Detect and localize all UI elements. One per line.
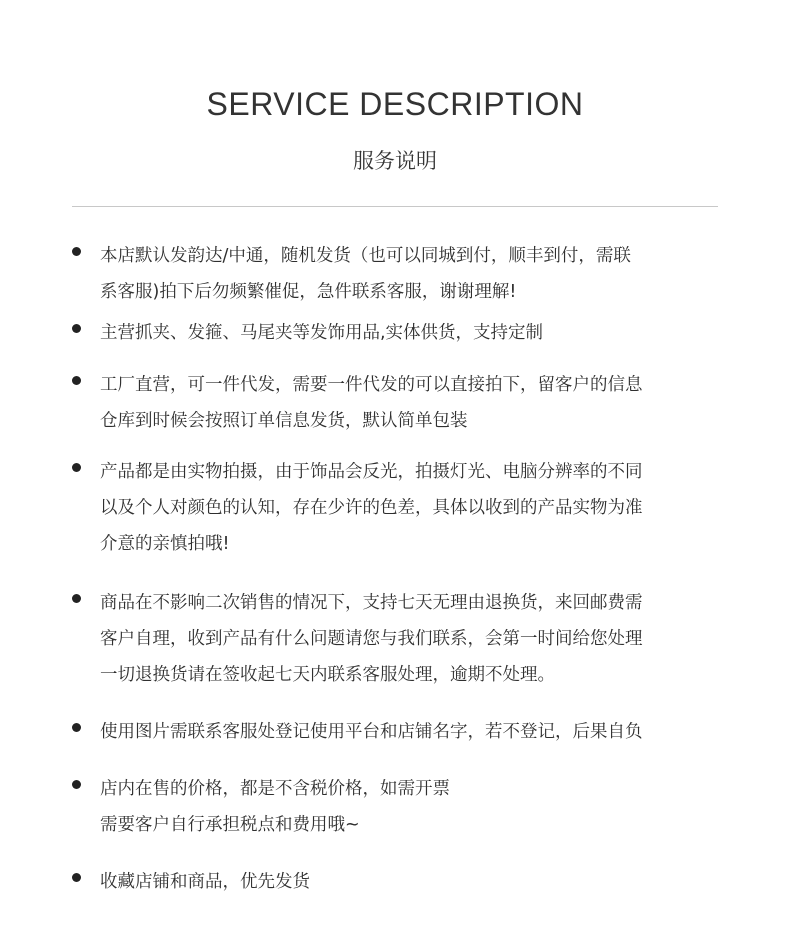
service-item-products <box>72 315 732 351</box>
service-item-invoice <box>72 771 732 843</box>
bullet-icon <box>72 463 81 472</box>
bullet-icon <box>72 723 81 732</box>
service-item-color-notice <box>72 454 732 562</box>
service-item-returns <box>72 585 732 693</box>
item-line: 收藏店铺和商品，优先发货 <box>100 872 310 892</box>
item-line: 仓库到时候会按照订单信息发货，默认简单包装 <box>100 411 468 431</box>
item-line: 产品都是由实物拍摄，由于饰品会反光，拍摄灯光、电脑分辨率的不同 <box>100 462 643 482</box>
item-line: 主营抓夹、发箍、马尾夹等发饰用品,实体供货，支持定制 <box>100 323 544 343</box>
item-line: 本店默认发韵达/中通，随机发货（也可以同城到付，顺丰到付，需联 <box>100 246 631 266</box>
bullet-icon <box>72 324 81 333</box>
bullet-icon <box>72 376 81 385</box>
item-line: 介意的亲慎拍哦! <box>100 534 230 554</box>
service-item-shipping <box>72 238 732 310</box>
bullet-icon <box>72 873 81 882</box>
bullet-icon <box>72 247 81 256</box>
item-line: 一切退换货请在签收起七天内联系客服处理，逾期不处理。 <box>100 665 555 685</box>
page-subtitle: 服务说明 <box>353 149 437 173</box>
item-line: 需要客户自行承担税点和费用哦~ <box>100 815 360 835</box>
item-line: 客户自理，收到产品有什么问题请您与我们联系，会第一时间给您处理 <box>100 629 643 649</box>
item-line: 工厂直营，可一件代发，需要一件代发的可以直接拍下，留客户的信息 <box>100 375 643 395</box>
service-item-favorite <box>72 864 732 900</box>
service-item-dropship <box>72 367 732 439</box>
item-line: 系客服)拍下后勿频繁催促，急件联系客服，谢谢理解! <box>100 282 517 302</box>
item-line: 使用图片需联系客服处登记使用平台和店铺名字，若不登记，后果自负 <box>100 722 643 742</box>
item-line: 店内在售的价格，都是不含税价格，如需开票 <box>100 779 450 799</box>
item-line: 商品在不影响二次销售的情况下，支持七天无理由退换货，来回邮费需 <box>100 593 643 613</box>
item-line: 以及个人对颜色的认知，存在少许的色差，具体以收到的产品实物为准 <box>100 498 643 518</box>
bullet-icon <box>72 594 81 603</box>
bullet-icon <box>72 780 81 789</box>
service-item-image-usage <box>72 714 732 750</box>
divider <box>72 206 718 207</box>
page-title: SERVICE DESCRIPTION <box>206 86 584 122</box>
